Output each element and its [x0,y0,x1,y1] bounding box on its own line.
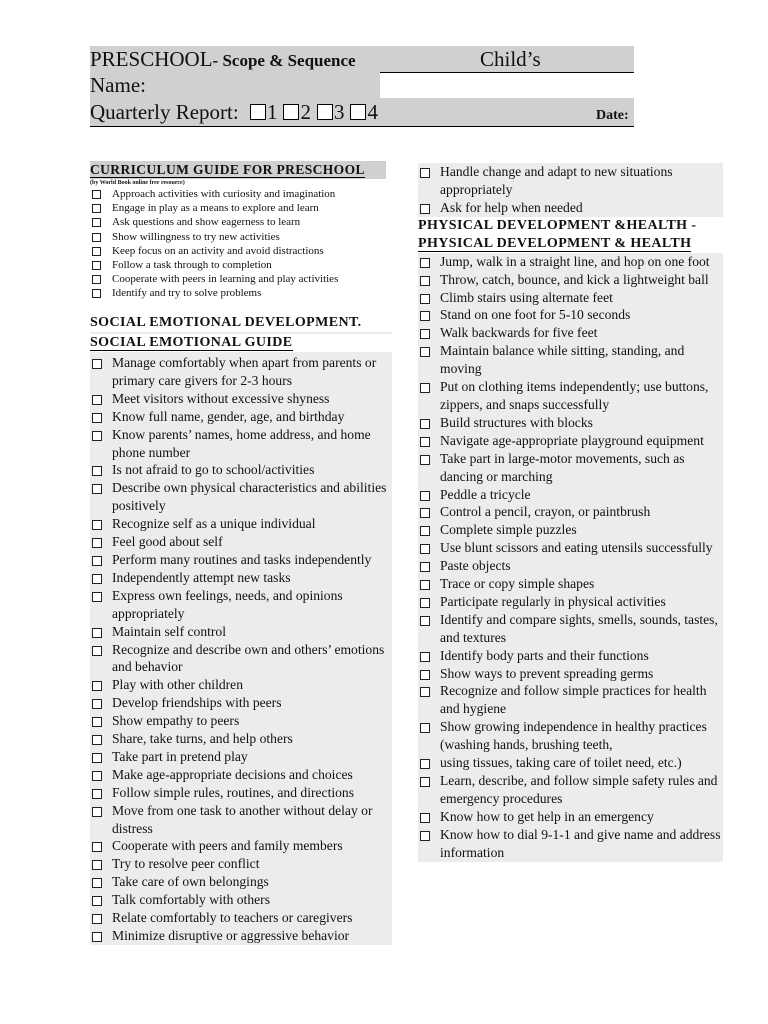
checklist-item [90,230,386,244]
social-title-line1: SOCIAL EMOTIONAL DEVELOPMENT. [90,314,392,332]
checkbox[interactable] [420,616,430,626]
checklist-item-text: Participate regularly in physical activities [440,593,666,609]
checkbox[interactable] [420,419,430,429]
checklist-item-text: Cooperate with peers and family members [112,838,343,854]
social-title-line2: SOCIAL EMOTIONAL GUIDE [90,334,392,352]
checkbox[interactable] [420,652,430,662]
checklist-item-text: Approach activities with curiosity and imagination [112,188,336,200]
checklist-item-text: Build structures with blocks [440,414,593,430]
checkbox[interactable] [92,275,101,284]
school-label: PRESCHOOL [90,47,213,71]
checklist-item-text: Recognize self as a unique individual [112,516,316,532]
checkbox[interactable] [92,261,101,270]
checklist-item-text: Show empathy to peers [112,713,240,729]
checkbox[interactable] [92,932,102,942]
checklist-item [418,271,723,289]
social-emotional-section [90,314,392,945]
checkbox[interactable] [92,896,102,906]
checklist-item-text: Walk backwards for five feet [440,325,598,341]
checklist-item-text: Identify and compare sights, smells, sounds, tastes, and textures [440,611,718,645]
checklist-item-text: Take part in large-motor movements, such as dancing or marching [440,450,685,484]
checklist-item [418,593,723,611]
checklist-item [90,533,392,551]
checklist-item-text: Take part in pretend play [112,748,248,764]
checklist-item-text: Put on clothing items independently; use buttons, zippers, and snaps successfully [440,379,709,412]
checkbox[interactable] [420,204,430,214]
quarter-number: 3 [333,100,345,124]
checklist-item-text: Develop friendships with peers [112,695,282,711]
checkbox[interactable] [92,538,102,548]
checklist-item [90,587,392,623]
checklist-item-text: Complete simple puzzles [440,522,577,538]
checklist-item [418,575,723,593]
checklist-item-text: Show willingness to try new activities [112,230,280,243]
checklist-item [90,694,392,712]
checkbox[interactable] [420,723,430,733]
quarter-number: 4 [367,100,378,124]
checklist-item-text: Talk comfortably with others [112,892,270,908]
checklist-item [90,187,386,201]
checklist-item-text: Share, take turns, and help others [112,731,293,747]
checklist-item [90,515,392,533]
checkbox[interactable] [420,544,430,554]
checklist-item [418,718,723,754]
checkbox[interactable] [350,104,366,120]
physical-title-line2: PHYSICAL DEVELOPMENT & HEALTH [418,235,723,253]
checklist-item-text: Minimize disruptive or aggressive behavior [112,928,350,943]
checklist-item-text: Maintain balance while sitting, standing, and moving [440,343,685,377]
checkbox[interactable] [420,687,430,697]
checkbox[interactable] [92,556,102,566]
checklist-item [90,569,392,587]
checkbox[interactable] [420,508,430,518]
checklist-item [418,163,723,199]
checklist-item [90,461,392,479]
checklist-item-text: Describe own physical characteristics and abilities positively [112,480,387,514]
checklist-item [418,486,723,504]
checklist-item-text: Stand on one foot for 5-10 seconds [440,307,631,323]
checklist-item [90,244,386,258]
checkbox[interactable] [92,735,102,745]
checklist-item [418,503,723,521]
checkbox[interactable] [92,574,102,584]
checkbox[interactable] [420,759,430,769]
checklist-item-text: Ask questions and show eagerness to learn [112,216,301,229]
checklist-item-text: Know parents’ names, home address, and home phone number [112,426,371,460]
checkbox[interactable] [92,289,101,298]
checklist-item-text: Identify body parts and their functions [440,647,649,663]
checkbox[interactable] [420,258,430,268]
quarter-option[interactable] [317,100,345,124]
checkbox[interactable] [317,104,333,120]
checkbox[interactable] [420,455,430,465]
checklist-item-text: Play with other children [112,677,243,693]
checklist-item-text: Express own feelings, needs, and opinions appropriately [112,587,343,621]
checklist-item [418,665,723,683]
checklist-item [418,306,723,324]
checkbox[interactable] [420,670,430,680]
checklist-item [418,289,723,307]
checklist-item [418,324,723,342]
date-label: Date: [596,108,629,123]
checklist-item [90,272,386,286]
checklist-item-text: Take care of own belongings [112,874,269,890]
checklist-item [90,286,386,300]
checklist-item [418,754,723,772]
checklist-item-text: Recognize and describe own and others’ emotions and behavior [112,641,385,675]
checkbox[interactable] [92,466,102,476]
checklist-item [418,826,723,862]
checklist-item-text: Navigate age-appropriate playground equipment [440,432,704,448]
checkbox[interactable] [420,329,430,339]
name-label: Name: [90,73,146,97]
checklist-item-text: Meet visitors without excessive shyness [112,390,330,406]
checklist-item-text: using tissues, taking care of toilet need, etc.) [440,755,682,771]
checklist-item [90,891,392,909]
checklist-item [90,766,392,784]
checklist-item-text: Peddle a tricycle [440,486,531,502]
checkbox[interactable] [283,104,299,120]
checklist-item [90,909,392,927]
checklist-item-text: Follow a task through to completion [112,259,272,272]
checklist-item-text: Paste objects [440,558,511,574]
checkbox[interactable] [92,484,102,494]
checkbox[interactable] [420,580,430,590]
checklist-item-text: Keep focus on an activity and avoid distractions [112,244,324,257]
checklist-item-text: Manage comfortably when apart from parents or primary care givers for 2-3 hours [112,355,377,388]
report-title [90,46,634,73]
childs-name-label: Child’s [480,47,541,71]
checklist-item [90,748,392,766]
checkbox[interactable] [92,247,101,256]
checklist-item-text: Move from one task to another without delay or distress [112,802,373,836]
checklist-item-text: Control a pencil, crayon, or paintbrush [440,504,651,520]
checklist-item-text: Engage in play as a means to explore and learn [112,202,319,215]
checklist-item-text: Feel good about self [112,534,223,550]
physical-title-line1: PHYSICAL DEVELOPMENT &HEALTH - [418,217,723,235]
checklist-item-text: Trace or copy simple shapes [440,576,595,592]
quarter-number: 2 [300,100,311,124]
checklist-item [90,855,392,873]
checklist-item-text: Recognize and follow simple practices for health and hygiene [440,683,707,717]
checkbox[interactable] [92,753,102,763]
curriculum-source: (by World Book online free resource) [90,180,185,186]
checklist-item-text: Handle change and adapt to new situations appropriately [440,164,673,197]
right-column [418,163,723,862]
checkbox[interactable] [92,717,102,727]
checkbox[interactable] [92,771,102,781]
checkbox[interactable] [92,646,102,656]
checklist-item [90,730,392,748]
checkbox[interactable] [420,777,430,787]
checklist-item-text: Throw, catch, bounce, and kick a lightweight ball [440,271,709,287]
checklist-item-text: Cooperate with peers in learning and play activities [112,273,339,286]
checkbox[interactable] [420,491,430,501]
checkbox[interactable] [92,914,102,924]
social-list [90,354,392,945]
checklist-item [90,258,386,272]
quarter-option[interactable] [250,100,278,124]
quarter-option[interactable] [283,100,311,124]
checklist-item-text: Ask for help when needed [440,199,583,215]
checklist-item [90,390,392,408]
checkbox[interactable] [92,681,102,691]
checklist-item [90,873,392,891]
checklist-item [90,641,392,677]
checklist-item [418,199,723,217]
quarterly-report-label: Quarterly Report: [90,100,239,124]
checkbox[interactable] [92,807,102,817]
checklist-item-text: Show growing independence in healthy practices (washing hands, brushing teeth, [440,719,707,753]
checkbox[interactable] [92,218,101,227]
name-field[interactable] [90,72,380,99]
checkbox[interactable] [92,413,102,423]
checkbox[interactable] [420,294,430,304]
checklist-item [90,784,392,802]
checkbox[interactable] [420,831,430,841]
checklist-item [90,927,392,945]
checklist-item [418,682,723,718]
checklist-item [90,802,392,838]
adapt-list [418,163,723,217]
checkbox[interactable] [420,168,430,178]
checklist-item-text: Jump, walk in a straight line, and hop on one foot [440,253,710,269]
checklist-item [418,342,723,378]
checklist-item [418,808,723,826]
checkbox[interactable] [420,347,430,357]
checklist-item-text: Know how to dial 9-1-1 and give name and address information [440,826,721,860]
checkbox[interactable] [92,592,102,602]
checklist-item-text: Know how to get help in an emergency [440,808,654,824]
checkbox[interactable] [92,628,102,638]
checklist-item [418,772,723,808]
checkbox[interactable] [92,842,102,852]
checkbox[interactable] [92,520,102,530]
checklist-item [418,521,723,539]
checklist-item-text: Show ways to prevent spreading germs [440,665,654,681]
quarter-checkboxes [244,100,378,124]
physical-list [418,253,723,862]
checkbox[interactable] [92,233,101,242]
curriculum-guide-section [90,161,386,301]
checklist-item [90,201,386,215]
checkbox[interactable] [420,526,430,536]
checkbox[interactable] [420,813,430,823]
checklist-item-text: Try to resolve peer conflict [112,856,260,872]
date-underline [90,126,248,127]
checklist-item-text: Perform many routines and tasks independently [112,551,372,567]
checkbox[interactable] [250,104,266,120]
checklist-item [418,539,723,557]
checklist-item [418,378,723,414]
checklist-item [90,426,392,462]
quarterly-report-row [90,98,634,127]
checklist-item [418,557,723,575]
checklist-item-text: Maintain self control [112,623,227,639]
checklist-item [90,712,392,730]
checklist-item [90,408,392,426]
checklist-item [90,837,392,855]
checkbox[interactable] [92,431,102,441]
curriculum-list [90,187,386,301]
checkbox[interactable] [92,789,102,799]
checkbox[interactable] [420,562,430,572]
checkbox[interactable] [92,878,102,888]
checklist-item [90,215,386,229]
checklist-item [418,611,723,647]
checklist-item [90,551,392,569]
checklist-item [90,623,392,641]
checklist-item [90,479,392,515]
checklist-item-text: Climb stairs using alternate feet [440,289,613,305]
curriculum-title: CURRICULUM GUIDE FOR PRESCHOOL [90,161,386,179]
checklist-item [90,354,392,390]
checkbox[interactable] [92,699,102,709]
checkbox[interactable] [420,383,430,393]
checkbox[interactable] [92,190,101,199]
checklist-item-text: Relate comfortably to teachers or caregivers [112,910,353,926]
checkbox[interactable] [92,359,102,369]
checklist-item-text: Identify and try to solve problems [112,287,262,300]
checkbox[interactable] [420,276,430,286]
checklist-item [418,432,723,450]
checklist-item [418,414,723,432]
checkbox[interactable] [420,598,430,608]
quarter-number: 1 [266,100,278,124]
checkbox[interactable] [92,395,102,405]
checklist-item-text: Follow simple rules, routines, and directions [112,784,355,800]
checkbox[interactable] [420,437,430,447]
checklist-item [418,647,723,665]
checklist-item-text: Make age-appropriate decisions and choices [112,766,353,782]
scope-sequence-label: - Scope & Sequence [212,51,356,70]
checklist-item-text: Use blunt scissors and eating utensils successfully [440,540,713,556]
checklist-item-text: Know full name, gender, age, and birthday [112,408,345,424]
checkbox[interactable] [92,860,102,870]
checklist-item [418,253,723,271]
checklist-item [90,676,392,694]
checklist-item-text: Learn, describe, and follow simple safety rules and emergency procedures [440,773,718,806]
checklist-item-text: Independently attempt new tasks [112,569,291,585]
checklist-item-text: Is not afraid to go to school/activities [112,462,315,478]
quarter-option[interactable] [350,100,378,124]
checkbox[interactable] [420,311,430,321]
checklist-item [418,450,723,486]
checkbox[interactable] [92,204,101,213]
